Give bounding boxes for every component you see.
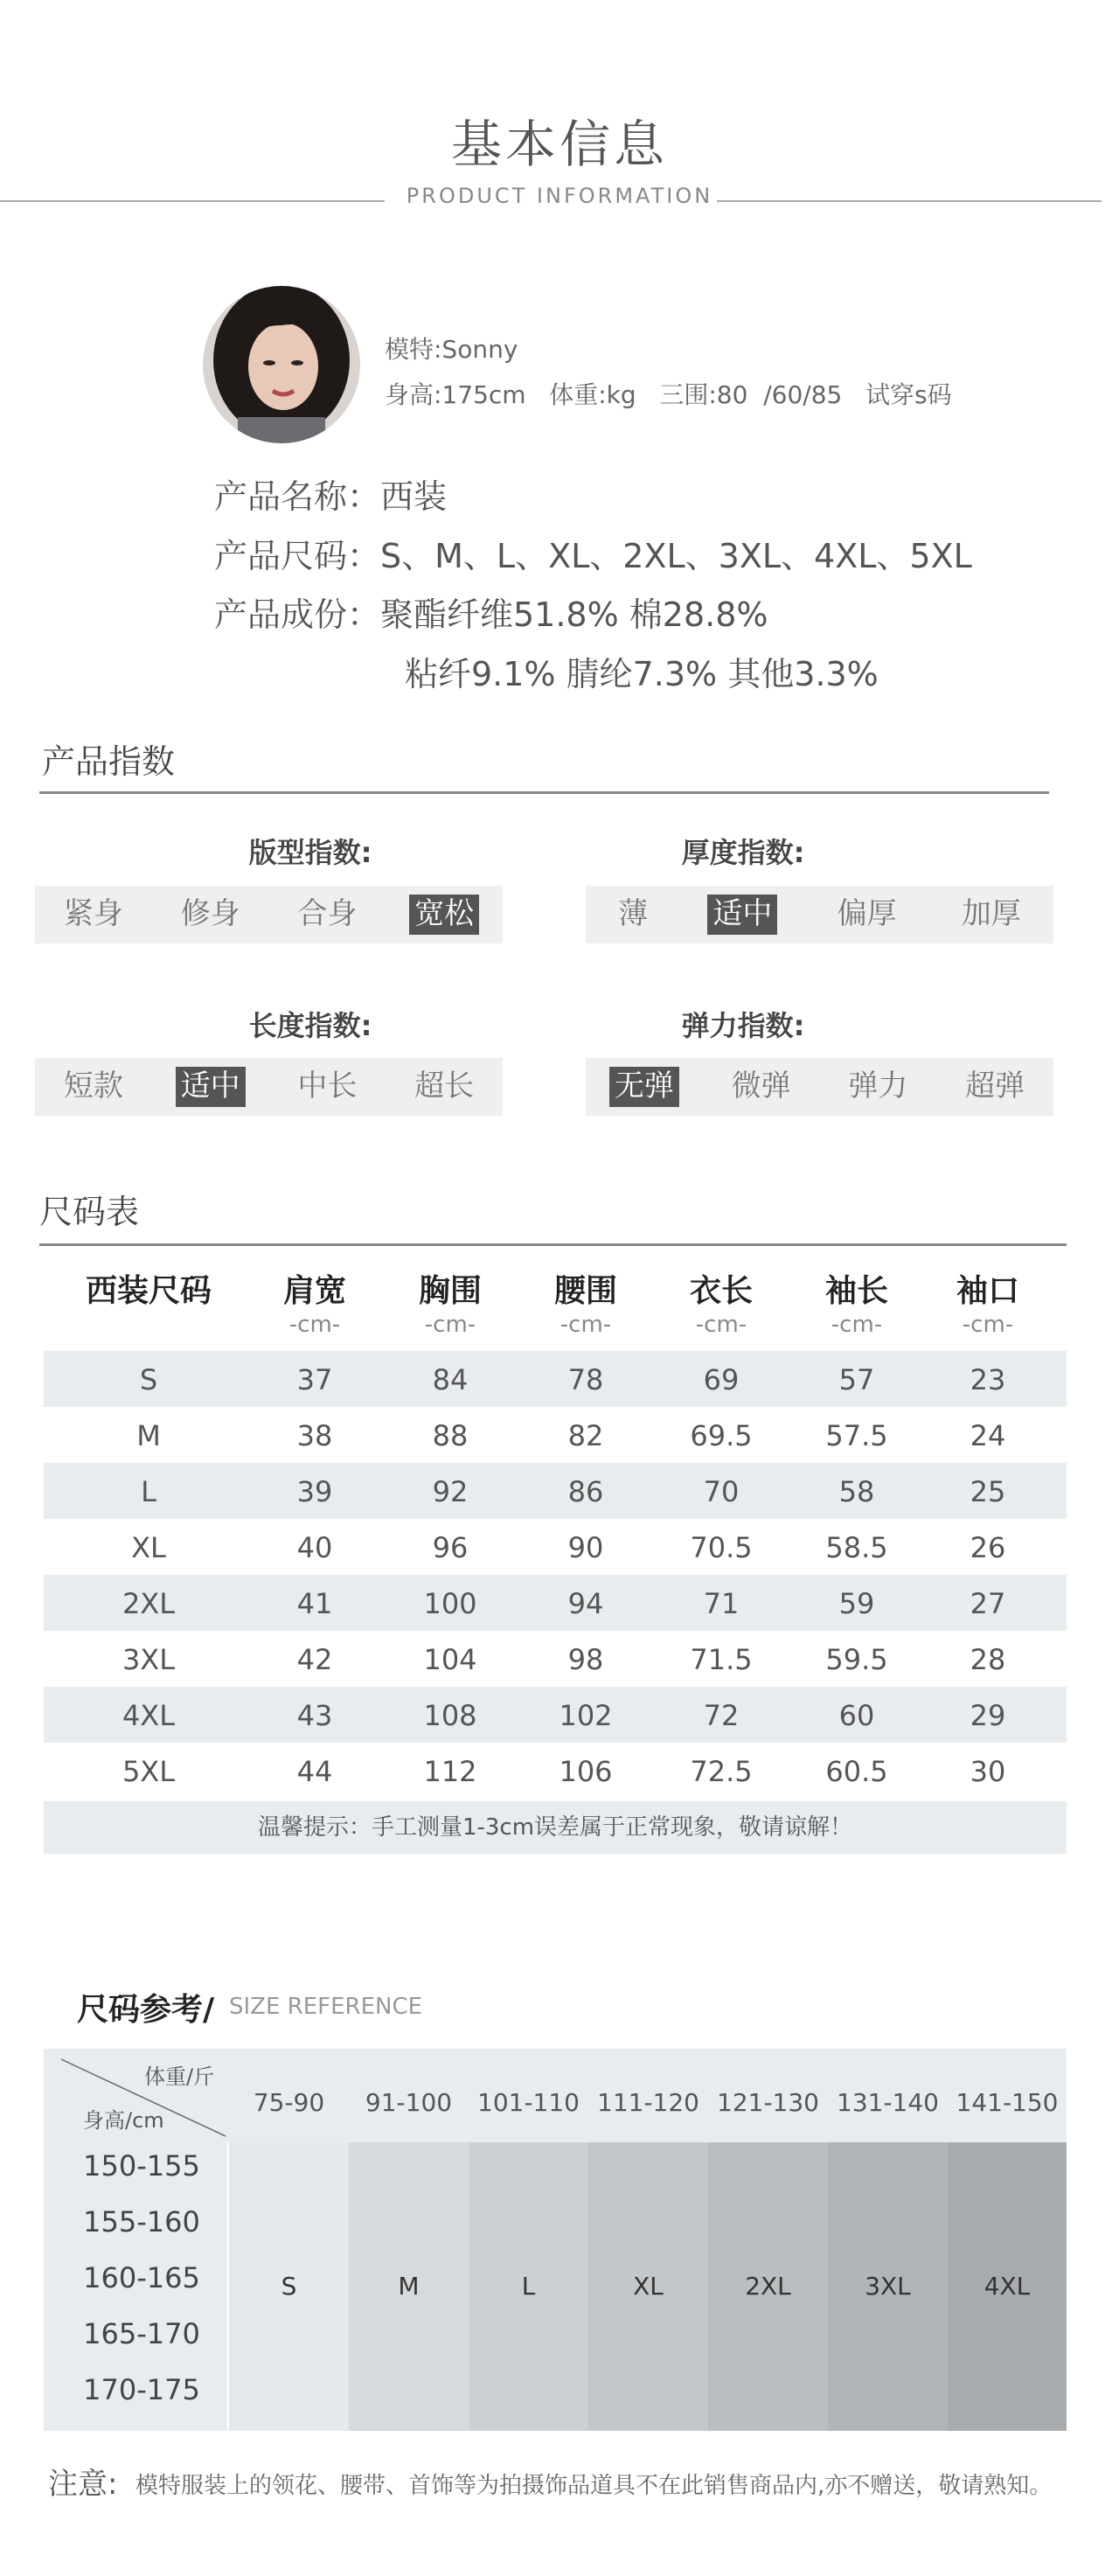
page-title: 基本信息 [450,115,668,174]
table-cell: 44 [296,1755,333,1788]
fit-option-selected: 宽松 [409,895,479,934]
product-material-line-2: 粘纤9.1% 腈纶7.3% 其他3.3% [405,655,879,693]
table-cell: 57 [838,1363,875,1396]
thickness-index-title: 厚度指数: [681,836,805,869]
note-text: 模特服装上的领花、腰带、首饰等为拍摄饰品道具不在此销售商品内,亦不赠送，敬请熟知。 [136,2473,1053,2499]
fit-option: 紧身 [63,896,123,932]
size-table-header: 肩宽 [282,1273,346,1309]
table-cell: 78 [567,1363,604,1396]
corner-height-label: 身高/cm [83,2108,164,2133]
page-subtitle: PRODUCT INFORMATION [406,184,713,208]
model-name: 模特:Sonny [385,335,518,364]
size-label-cell: L [141,1475,156,1508]
model-stats: 身高:175cm 体重:kg 三围:80 /60/85 试穿s码 [385,380,952,409]
table-row [44,1743,1067,1799]
length-index-bar [35,1058,503,1116]
table-cell: 104 [423,1643,477,1676]
recommended-size: L [521,2272,536,2301]
table-row [44,1407,1067,1463]
height-range: 160-165 [83,2261,200,2294]
table-cell: 60.5 [825,1755,888,1788]
header-divider-right [717,200,1102,202]
table-cell: 84 [432,1363,469,1396]
elasticity-option: 微弹 [731,1069,791,1104]
length-option-selected: 适中 [176,1067,246,1106]
table-cell: 70.5 [690,1531,753,1564]
fit-option: 修身 [180,896,240,932]
weight-range: 121-130 [717,2088,819,2117]
size-label-cell: 2XL [122,1587,176,1620]
table-row [44,1575,1067,1631]
table-cell: 88 [432,1419,469,1452]
fit-index-title: 版型指数: [248,836,372,869]
thickness-option: 加厚 [961,896,1021,932]
elasticity-index-bar [586,1058,1053,1116]
table-cell: 59.5 [825,1643,888,1676]
size-table-unit: -cm- [424,1312,476,1338]
recommended-size: 4XL [983,2272,1031,2301]
fit-option: 合身 [297,896,358,932]
size-table-header: 袖口 [956,1273,1019,1309]
height-range: 170-175 [83,2373,200,2406]
elasticity-option: 弹力 [848,1069,908,1104]
size-table-unit: -cm- [962,1312,1014,1338]
table-cell: 24 [970,1419,1006,1452]
length-option: 中长 [297,1069,358,1104]
table-cell: 38 [296,1419,333,1452]
table-cell: 92 [432,1475,469,1508]
table-cell: 58.5 [825,1531,888,1564]
recommended-size: 2XL [745,2272,791,2301]
table-cell: 106 [559,1755,613,1788]
thickness-option: 偏厚 [837,896,897,932]
recommended-size: S [281,2272,297,2301]
weight-range: 131-140 [837,2088,939,2117]
indices-section-rule [39,791,1049,794]
size-table-header: 衣长 [689,1273,753,1309]
size-table-section-rule [39,1243,1067,1246]
table-cell: 40 [296,1531,333,1564]
size-table-header: 胸围 [418,1273,482,1309]
indices-section-title: 产品指数 [42,742,176,781]
table-cell: 43 [296,1699,333,1732]
table-cell: 69.5 [690,1419,753,1452]
length-index-title: 长度指数: [248,1009,372,1042]
size-label-cell: XL [131,1531,166,1564]
table-cell: 82 [567,1419,604,1452]
product-material-line: 产品成份：聚酯纤维51.8% 棉28.8% [214,595,768,634]
height-range: 155-160 [83,2205,200,2238]
size-table-tip: 温馨提示：手工测量1-3cm误差属于正常现象，敬请谅解！ [44,1801,1067,1854]
table-cell: 72 [703,1699,740,1732]
table-row [44,1519,1067,1575]
size-reference-subtitle: SIZE REFERENCE [229,1994,423,2020]
table-cell: 25 [970,1475,1006,1508]
size-label-cell: S [139,1363,158,1396]
table-row [44,1687,1067,1743]
length-option: 短款 [63,1069,123,1104]
elasticity-index-title: 弹力指数: [681,1009,805,1042]
size-table-section-title: 尺码表 [39,1193,140,1231]
thickness-option: 薄 [618,896,649,932]
table-cell: 28 [970,1643,1006,1676]
table-row [44,1463,1067,1519]
size-label-cell: M [136,1419,161,1452]
size-table-unit: -cm- [695,1312,747,1338]
table-cell: 41 [296,1587,333,1620]
table-cell: 86 [567,1475,604,1508]
length-option: 超长 [414,1069,475,1104]
weight-range: 91-100 [365,2088,453,2117]
table-cell: 96 [432,1531,469,1564]
recommended-size: XL [633,2272,664,2301]
height-range: 165-170 [83,2317,200,2350]
recommended-size: M [398,2272,420,2301]
weight-range: 141-150 [956,2088,1059,2117]
table-cell: 94 [567,1587,604,1620]
recommended-size: 3XL [865,2272,911,2301]
table-cell: 100 [423,1587,477,1620]
table-cell: 72.5 [690,1755,753,1788]
table-cell: 39 [296,1475,333,1508]
corner-weight-label: 体重/斤 [144,2064,215,2089]
table-row [44,1351,1067,1407]
product-name-line: 产品名称：西装 [214,477,448,516]
table-cell: 108 [423,1699,477,1732]
table-cell: 69 [703,1363,740,1396]
weight-range: 75-90 [253,2088,325,2117]
elasticity-option-selected: 无弹 [609,1067,679,1106]
table-cell: 102 [559,1699,613,1732]
weight-range: 101-110 [477,2088,580,2117]
table-cell: 29 [970,1699,1006,1732]
table-cell: 58 [838,1475,875,1508]
table-cell: 60 [838,1699,875,1732]
size-table-unit: -cm- [831,1312,883,1338]
table-cell: 59 [838,1587,875,1620]
table-cell: 27 [970,1587,1006,1620]
size-table-header: 西装尺码 [85,1273,212,1309]
table-cell: 71.5 [690,1643,753,1676]
size-label-cell: 3XL [122,1643,176,1676]
size-label-cell: 4XL [122,1699,176,1732]
table-cell: 70 [703,1475,740,1508]
size-table-unit: -cm- [288,1312,341,1338]
elasticity-option: 超弹 [965,1069,1025,1104]
product-size-line: 产品尺码：S、M、L、XL、2XL、3XL、4XL、5XL [214,537,972,575]
table-cell: 23 [970,1363,1006,1396]
thickness-option-selected: 适中 [707,895,777,934]
fit-index-bar [35,886,503,943]
table-cell: 42 [296,1643,333,1676]
table-row [44,1631,1067,1687]
weight-range: 111-120 [597,2088,699,2117]
note-label: 注意: [48,2467,118,2502]
table-cell: 98 [567,1643,604,1676]
height-range: 150-155 [83,2149,200,2183]
table-cell: 71 [703,1587,740,1620]
table-cell: 57.5 [825,1419,888,1452]
size-table-header: 袖长 [824,1273,888,1309]
table-cell: 26 [970,1531,1006,1564]
size-table-unit: -cm- [560,1312,612,1338]
table-cell: 90 [567,1531,604,1564]
table-cell: 112 [423,1755,477,1788]
size-reference-title: 尺码参考/ [77,1992,215,2028]
table-cell: 37 [296,1363,333,1396]
table-cell: 30 [970,1755,1006,1788]
model-avatar [203,286,360,443]
size-table-header: 腰围 [553,1273,617,1309]
size-label-cell: 5XL [122,1755,176,1788]
thickness-index-bar [586,886,1053,943]
